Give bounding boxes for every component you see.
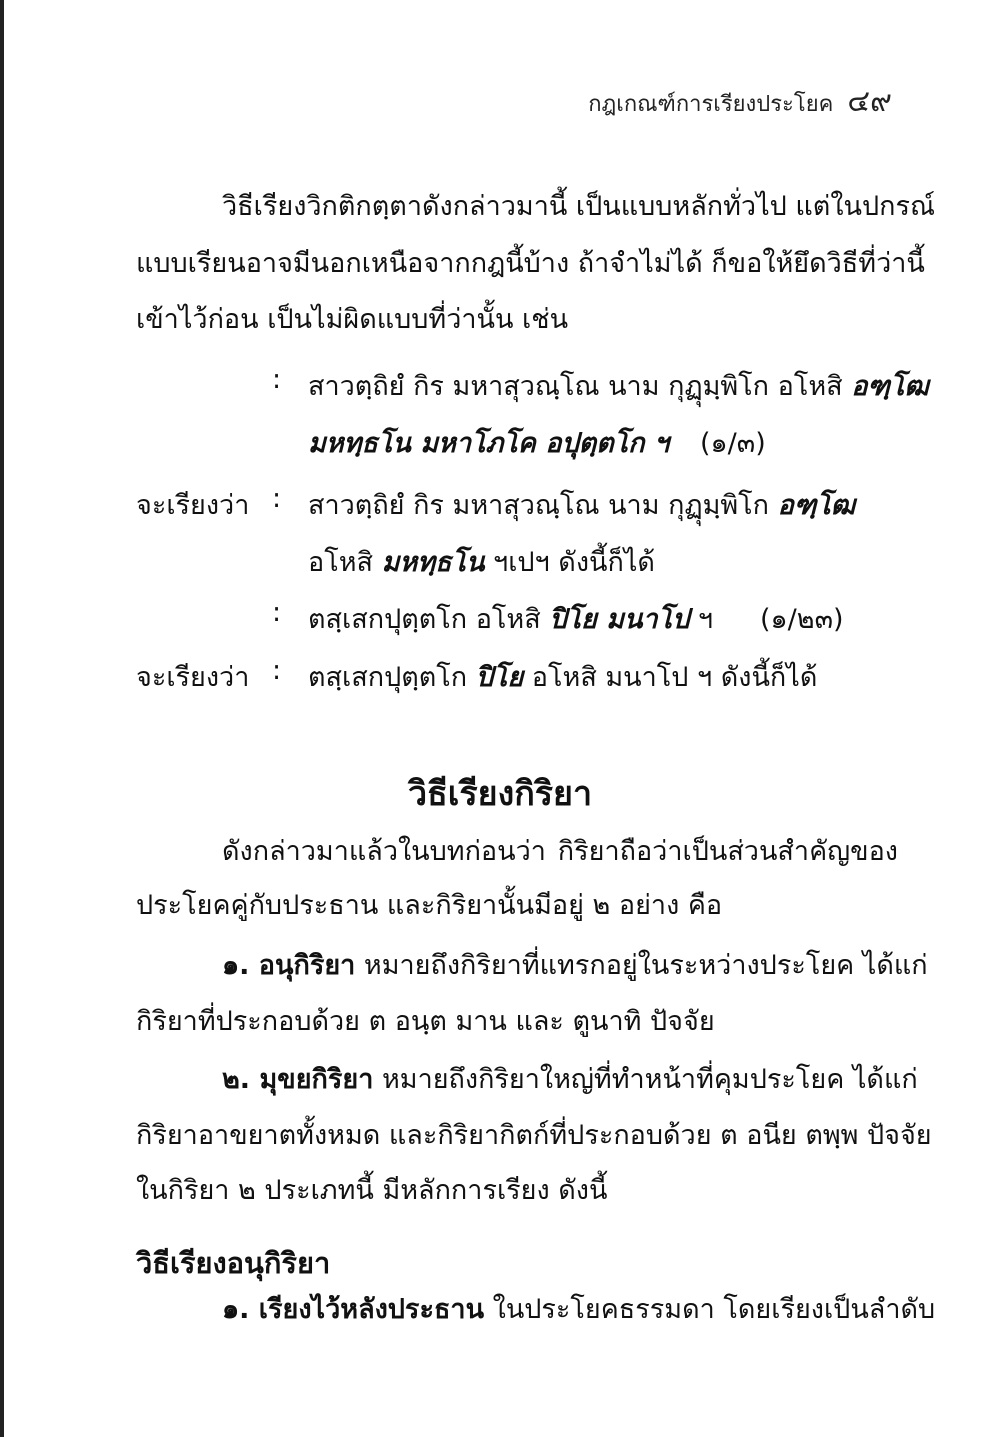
item-1-line-2: กิริยาที่ประกอบด้วย ต อนฺต มาน และ ตูนาทิ ปัจจัย <box>136 1006 715 1037</box>
example-text: อโหสิ <box>308 547 373 578</box>
item-2-line-1 <box>222 1064 918 1095</box>
page-number: ๔๙ <box>847 84 892 119</box>
example-text: ฯ <box>697 604 713 635</box>
reference: (๑/๒๓) <box>760 604 844 635</box>
section-para-line-2: ประโยคคู่กับประธาน และกิริยานั้นมีอยู่ ๒ อย่าง คือ <box>136 890 723 921</box>
page-edge <box>0 0 4 1437</box>
example-emphasis: มหทฺธโน มหาโภโค อปุตฺตโก ฯ <box>308 428 670 459</box>
item-term: ๑. เรียงไว้หลังประธาน <box>222 1294 485 1325</box>
example-text: ตสฺเสกปุตฺตโก อโหสิ <box>308 604 541 635</box>
item-2-line-3: ในกิริยา ๒ ประเภทนี้ มีหลักการเรียง ดังนี้ <box>136 1175 608 1206</box>
colon: : <box>272 655 282 686</box>
arrange-label: จะเรียงว่า <box>136 490 250 521</box>
intro-line-2: แบบเรียนอาจมีนอกเหนือจากกฎนี้บ้าง ถ้าจำไม่ได้ ก็ขอให้ยึดวิธีที่ว่านี้ <box>136 248 925 279</box>
example-emphasis: อฑฺโฒ <box>851 371 929 402</box>
section-title: วิธีเรียงกิริยา <box>407 774 593 814</box>
header-title: กฎเกณฑ์การเรียงประโยค <box>588 92 834 117</box>
intro-line-1: วิธีเรียงวิกติกตฺตาดังกล่าวมานี้ เป็นแบบหลักทั่วไป แต่ในปกรณ์ <box>222 191 935 222</box>
reference: (๑/๓) <box>700 428 766 459</box>
item-2-line-2: กิริยาอาขยาตทั้งหมด และกิริยากิตก์ที่ประกอบด้วย ต อนีย ตพฺพ ปัจจัย <box>136 1120 932 1151</box>
example-text: ฯเปฯ ดังนี้ก็ได้ <box>493 547 655 578</box>
subsection-title: วิธีเรียงอนุกิริยา <box>136 1246 331 1280</box>
item-1-line-1 <box>222 950 928 981</box>
example-emphasis: มหทฺธโน <box>381 547 485 578</box>
item-term: ๒. มุขยกิริยา <box>222 1064 374 1095</box>
item-text: หมายถึงกิริยาที่แทรกอยู่ในระหว่างประโยค ได้แก่ <box>363 950 928 981</box>
example-text: สาวตฺถิยํ กิร มหาสุวณฺโณ นาม กุฏุมฺพิโก อโหสิ <box>308 371 843 402</box>
running-header <box>588 78 892 125</box>
intro-line-3: เข้าไว้ก่อน เป็นไม่ผิดแบบที่ว่านั้น เช่น <box>136 304 569 335</box>
arrange-label: จะเรียงว่า <box>136 662 250 693</box>
example-2-line <box>308 597 713 640</box>
example-text: สาวตฺถิยํ กิร มหาสุวณฺโณ นาม กุฏุมฺพิโก <box>308 490 770 521</box>
example-emphasis: อฑฺโฒ <box>777 490 856 521</box>
example-2-arranged-line <box>308 655 817 698</box>
colon: : <box>272 483 282 514</box>
example-1-line-1 <box>308 364 929 407</box>
example-emphasis: ปิโย มนาโป <box>549 604 690 635</box>
example-1-arranged-line-1 <box>308 483 855 526</box>
example-1-arranged-line-2 <box>308 540 655 583</box>
example-text: ตสฺเสกปุตฺตโก <box>308 662 468 693</box>
item-text: หมายถึงกิริยาใหญ่ที่ทำหน้าที่คุมประโยค ได้แก่ <box>381 1064 918 1095</box>
item-term: ๑. อนุกิริยา <box>222 950 356 981</box>
sub-item-1-line <box>222 1294 936 1325</box>
example-text: อโหสิ มนาโป ฯ ดังนี้ก็ได้ <box>531 662 818 693</box>
example-1-line-2 <box>308 421 669 464</box>
item-text: ในประโยคธรรมดา โดยเรียงเป็นลำดับ <box>492 1294 936 1325</box>
section-para-line-1: ดังกล่าวมาแล้วในบทก่อนว่า กิริยาถือว่าเป็นส่วนสำคัญของ <box>222 836 898 867</box>
colon: : <box>272 597 282 628</box>
colon: : <box>272 364 282 395</box>
example-emphasis: ปิโย <box>475 662 524 693</box>
